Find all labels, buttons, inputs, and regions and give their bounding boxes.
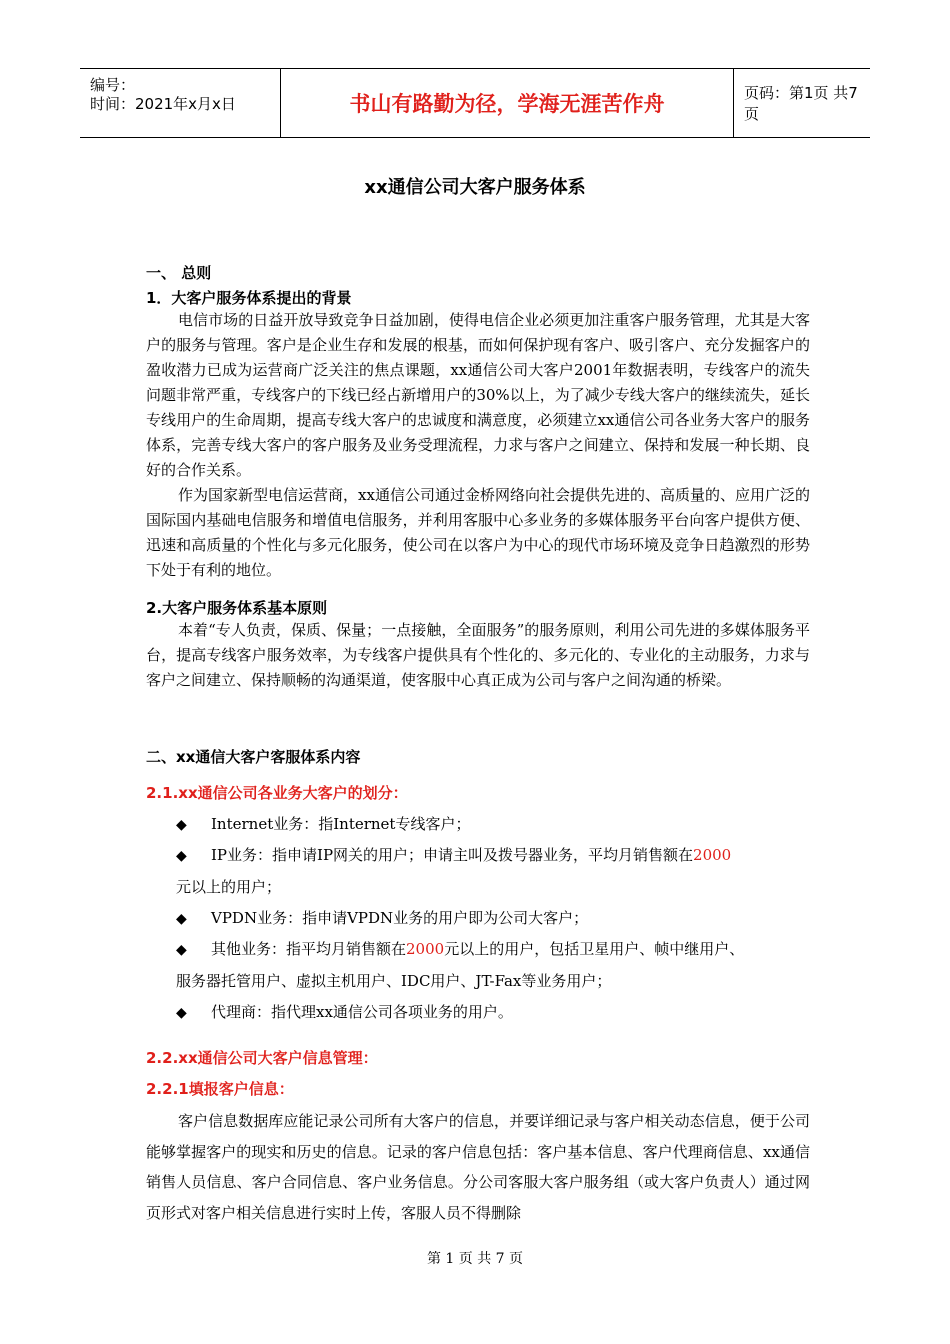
document-date: 时间：2021年x月x日 (90, 95, 236, 113)
list-item-text: IP业务：指申请IP网关的用户；申请主叫及拨号器业务，平均月销售额在 (211, 846, 694, 864)
list-item (176, 844, 731, 865)
subsection-heading-2-2: 2.2.xx通信公司大客户信息管理： (146, 1049, 378, 1067)
list-item-text: VPDN业务：指申请VPDN业务的用户即为公司大客户； (211, 909, 589, 927)
diamond-bullet-icon: ◆ (176, 848, 187, 864)
list-item (176, 1001, 513, 1022)
page-footer: 第 1 页 共 7 页 (426, 1251, 524, 1267)
list-item (176, 813, 470, 834)
paragraph-customer-info: 客户信息数据库应能记录公司所有大客户的信息，并要详细记录与客户相关动态信息，便于公司能够掌握客户的现实和历史的信息。记录的客户信息包括：客户基本信息、客户代理商信息、xx通信销售人员信息、客户合同信息、客户业务信息。分公司客服大客户服务组（或大客户负责人）通过网页形式对客户相关信息进行实时上传，客服人员不得删除 (146, 1112, 810, 1222)
subsection-heading-2-1: 2.1.xx通信公司各业务大客户的划分： (146, 784, 408, 802)
subsection-heading-2-2-1: 2.2.1填报客户信息： (146, 1080, 294, 1098)
section-heading-2: 二、xx通信大客户客服体系内容 (146, 748, 361, 766)
header-meta-cell (80, 69, 281, 137)
paragraph-operator: 作为国家新型电信运营商，xx通信公司通过金桥网络向社会提供先进的、高质量的、应用广泛的国际国内基础电信服务和增值电信服务，并利用客服中心多业务的多媒体服务平台向客户提供方便、迅速和高质量的个性化与多元化服务，使公司在以客户为中心的现代市场环境及竞争日趋激烈的形势下处于有利的地位。 (146, 486, 810, 579)
list-item-text: 其他业务：指平均月销售额在 (211, 940, 407, 958)
list-item (176, 938, 744, 959)
subsection-heading-1-1: 1．大客户服务体系提出的背景 (146, 289, 352, 307)
diamond-bullet-icon: ◆ (176, 911, 187, 927)
list-item (176, 907, 588, 928)
header-motto: 书山有路勤为径，学海无涯苦作舟 (281, 69, 734, 137)
list-item-continuation: 元以上的用户； (176, 878, 282, 896)
list-item-amount: 2000 (693, 846, 732, 864)
document-title: xx通信公司大客户服务体系 (364, 177, 586, 198)
page-header (80, 68, 870, 138)
subsection-heading-1-2: 2.大客户服务体系基本原则 (146, 599, 328, 617)
document-number-label: 编号： (90, 76, 136, 94)
list-item-text: 元以上的用户，包括卫星用户、帧中继用户、 (444, 940, 745, 958)
paragraph-background: 电信市场的日益开放导致竞争日益加剧，使得电信企业必须更加注重客户服务管理，尤其是大客户的服务与管理。客户是企业生存和发展的根基，而如何保护现有客户、吸引客户、充分发掘客户的盈收潜力已成为运营商广泛关注的焦点课题，xx通信公司大客户2001年数据表明，专线客户的流失问题非常严重，专线客户的下线已经占新增用户的30%以上，为了减少专线大客户的继续流失，延长专线用户的生命周期，提高专线大客户的忠诚度和满意度，必须建立xx通信公司各业务大客户的服务体系，完善专线大客户的客户服务及业务受理流程，力求与客户之间建立、保持和发展一种长期、良好的合作关系。 (146, 311, 810, 479)
diamond-bullet-icon: ◆ (176, 942, 187, 958)
list-item-text: Internet业务：指Internet专线客户； (211, 815, 471, 833)
list-item-amount: 2000 (406, 940, 445, 958)
header-page-info: 页码：第1页 共7页 (744, 84, 858, 123)
section-heading-1: 一、 总则 (146, 264, 212, 282)
list-item-text: 代理商：指代理xx通信公司各项业务的用户。 (211, 1003, 513, 1021)
paragraph-principles: 本着“专人负责，保质、保量；一点接触，全面服务”的服务原则，利用公司先进的多媒体服务平台，提高专线客户服务效率，为专线客户提供具有个性化的、多元化的、专业化的主动服务，力求与客户之间建立、保持顺畅的沟通渠道，使客服中心真正成为公司与客户之间沟通的桥梁。 (146, 621, 810, 689)
diamond-bullet-icon: ◆ (176, 1005, 187, 1021)
list-item-continuation: 服务器托管用户、虚拟主机用户、IDC用户、JT-Fax等业务用户； (176, 972, 612, 990)
diamond-bullet-icon: ◆ (176, 817, 187, 833)
